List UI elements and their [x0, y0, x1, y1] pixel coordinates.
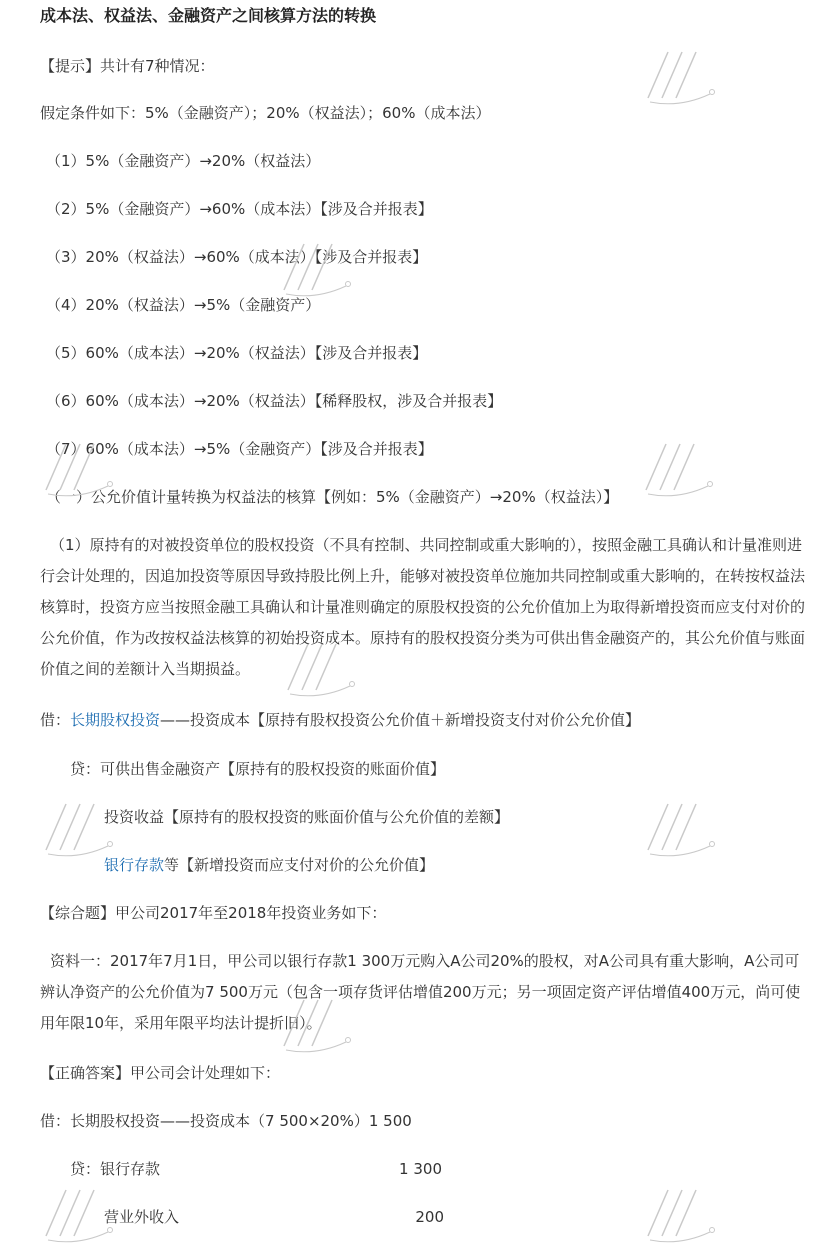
watermark-logo [38, 792, 118, 862]
watermark-logo [276, 232, 356, 302]
case-item: （6）60%（成本法）→20%（权益法）【稀释股权，涉及合并报表】 [46, 392, 503, 410]
journal-entry-credit: 投资收益【原持有的股权投资的账面价值与公允价值的差额】 [104, 808, 510, 826]
tip-line: 【提示】共计有7种情况： [40, 57, 215, 75]
case-item: （5）60%（成本法）→20%（权益法）【涉及合并报表】 [46, 344, 428, 362]
journal-entry-credit: 营业外收入 [104, 1208, 180, 1226]
debit-rest: ——投资成本【原持有股权投资公允价值＋新增投资支付对价公允价值】 [160, 711, 641, 729]
debit-prefix: 借： [40, 711, 71, 729]
journal-entry-debit: 借：长期股权投资——投资成本（7 500×20%）1 500 [40, 1112, 412, 1130]
answer-heading: 【正确答案】甲公司会计处理如下： [40, 1064, 281, 1082]
watermark-logo [640, 40, 720, 110]
watermark-logo [640, 1178, 720, 1248]
journal-entry-credit: 贷：银行存款 [70, 1160, 161, 1178]
journal-entry-debit [40, 710, 640, 730]
watermark-logo [638, 432, 718, 502]
credit-rest: 等【新增投资而应支付对价的公允价值】 [164, 856, 435, 874]
case-item: （2）5%（金融资产）→60%（成本法）【涉及合并报表】 [46, 200, 433, 218]
long-term-equity-link[interactable]: 长期股权投资 [70, 711, 161, 729]
case-item: （4）20%（权益法）→5%（金融资产） [46, 296, 321, 314]
material-one: 资料一：2017年7月1日，甲公司以银行存款1 300万元购入A公司20%的股权，对A公司具有重大影响，A公司可辨认净资产的公允价值为7 500万元（包含一项存货评估增值200万元；另一项固定资产评估增值400万元，尚可使用年限10年，采用年限平均法计提折旧）。 [40, 952, 801, 1032]
watermark-logo [640, 792, 720, 862]
bank-deposit-link[interactable]: 银行存款 [104, 856, 165, 874]
amount-value: 1 300 [399, 1160, 442, 1178]
section-body: （1）原持有的对被投资单位的股权投资（不具有控制、共同控制或重大影响的），按照金融工具确认和计量准则进行会计处理的，因追加投资等原因导致持股比例上升，能够对被投资单位施加共同控制或重大影响的，在转按权益法核算时，投资方应当按照金融工具确认和计量准则确定的原股权投资的公允价值加上为取得新增投资而应支付对价的公允价值，作为改按权益法核算的初始投资成本。原持有的股权投资分类为可供出售金融资产的，其公允价值与账面价值之间的差额计入当期损益。 [40, 536, 806, 678]
journal-entry-credit: 贷：可供出售金融资产【原持有的股权投资的账面价值】 [70, 760, 446, 778]
case-item: （7）60%（成本法）→5%（金融资产）【涉及合并报表】 [46, 440, 433, 458]
assumption-line: 假定条件如下：5%（金融资产）；20%（权益法）；60%（成本法） [40, 104, 491, 122]
amount-value: 200 [415, 1208, 444, 1226]
case-item: （1）5%（金融资产）→20%（权益法） [46, 152, 321, 170]
exercise-heading: 【综合题】甲公司2017年至2018年投资业务如下： [40, 904, 387, 922]
case-item: （3）20%（权益法）→60%（成本法）【涉及合并报表】 [46, 248, 428, 266]
section-heading: （一）公允价值计量转换为权益法的核算【例如：5%（金融资产）→20%（权益法）】 [46, 488, 619, 506]
page-title: 成本法、权益法、金融资产之间核算方法的转换 [40, 6, 377, 25]
journal-entry-credit [104, 855, 434, 875]
